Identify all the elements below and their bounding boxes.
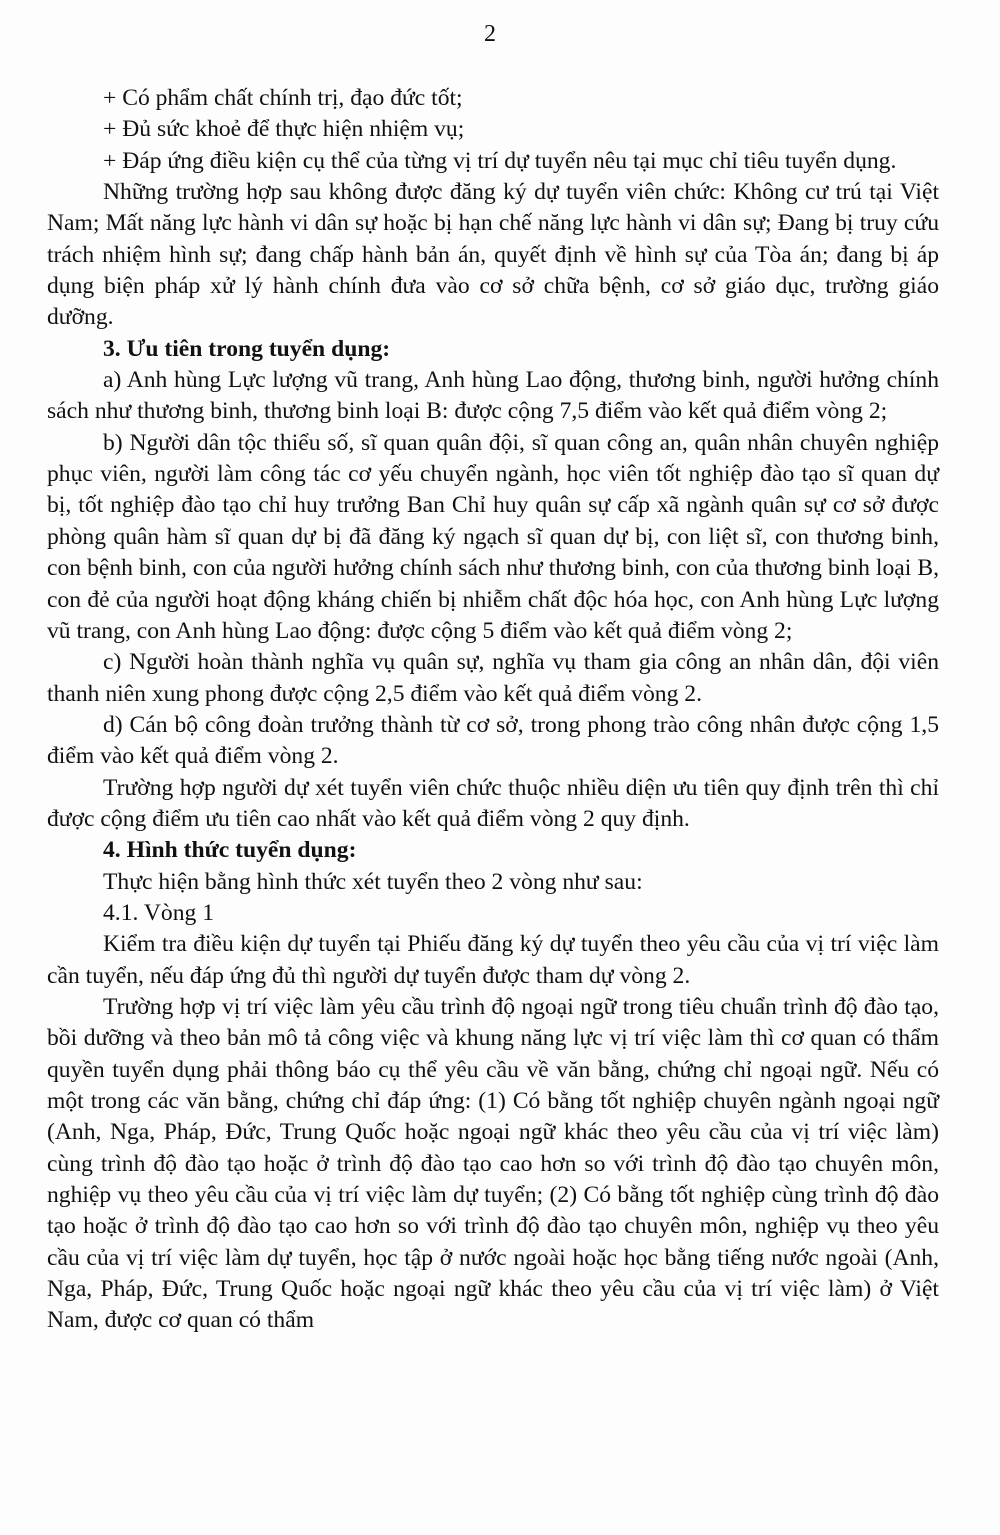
paragraph-qualification-health: + Đủ sức khoẻ để thực hiện nhiệm vụ; [103,116,465,143]
paragraph-priority-d: d) Cán bộ công đoàn trưởng thành từ cơ sở, trong phong trào công nhân được cộng 1,5 điểm vào kết quả điểm vòng 2. [47,711,939,770]
paragraph-ineligible-cases: Những trường hợp sau không được đăng ký dự tuyển viên chức: Không cư trú tại Việt Nam; Mất năng lực hành vi dân sự hoặc bị hạn chế năng lực hành vi dân sự; Đang bị truy cứu trách nhiệm hình sự; đang chấp hành bản án, quyết định về hình sự của Tòa án; đang bị áp dụng biện pháp xử lý hành chính đưa vào cơ sở chữa bệnh, cơ sở giáo dục, trường giáo dưỡng. [47,179,939,331]
heading-recruitment-form: 4. Hình thức tuyển dụng: [103,837,357,864]
paragraph-priority-b: b) Người dân tộc thiểu số, sĩ quan quân đội, sĩ quan công an, quân nhân chuyên nghiệp phục viên, người làm công tác cơ yếu chuyển ngành, học viên tốt nghiệp đào tạo sĩ quan dự bị, tốt nghiệp đào tạo chỉ huy trưởng Ban Chỉ huy quân sự cấp xã ngành quân sự cơ sở được phòng quân hàm sĩ quan dự bị đã đăng ký ngạch sĩ quan dự bị, con liệt sĩ, con thương binh, con bệnh binh, con của người hưởng chính sách như thương binh, con của thương binh loại B, con đẻ của người hoạt động kháng chiến bị nhiễm chất độc hóa học, con Anh hùng Lực lượng vũ trang, con Anh hùng Lao động: được cộng 5 điểm vào kết quả điểm vòng 2; [47,429,939,644]
paragraph-round-1-title: 4.1. Vòng 1 [103,899,214,926]
page-number: 2 [484,21,496,47]
paragraph-multiple-priority: Trường hợp người dự xét tuyển viên chức thuộc nhiều diện ưu tiên quy định trên thì chỉ được cộng điểm ưu tiên cao nhất vào kết quả điểm vòng 2 quy định. [47,774,939,832]
paragraph-foreign-language: Trường hợp vị trí việc làm yêu cầu trình độ ngoại ngữ trong tiêu chuẩn trình độ đào tạo, bồi dưỡng và theo bản mô tả công việc và khung năng lực vị trí việc làm thì cơ quan có thẩm quyền tuyển dụng phải thông báo cụ thể yêu cầu về văn bằng, chứng chỉ ngoại ngữ. Nếu có một trong các văn bằng, chứng chỉ đáp ứng: (1) Có bằng tốt nghiệp chuyên ngành ngoại ngữ (Anh, Nga, Pháp, Đức, Trung Quốc hoặc ngoại ngữ khác theo yêu cầu của vị trí việc làm) cùng trình độ đào tạo hoặc ở trình độ đào tạo cao hơn so với trình độ đào tạo chuyên môn, nghiệp vụ theo yêu cầu của vị trí việc làm dự tuyển; (2) Có bằng tốt nghiệp cùng trình độ đào tạo hoặc ở trình độ đào tạo cao hơn so với trình độ đào tạo chuyên môn, nghiệp vụ theo yêu cầu của vị trí việc làm dự tuyển, học tập ở nước ngoài hoặc học bằng tiếng nước ngoài (Anh, Nga, Pháp, Đức, Trung Quốc hoặc ngoại ngữ khác theo yêu cầu của vị trí việc làm) ở Việt Nam, được cơ quan có thẩm [47,993,939,1334]
body-text [47,83,939,1337]
paragraph-round-1-check: Kiểm tra điều kiện dự tuyển tại Phiếu đăng ký dự tuyển theo yêu cầu của vị trí việc làm cần tuyển, nếu đáp ứng đủ thì người dự tuyển được tham dự vòng 2. [47,931,939,989]
paragraph-qualification-position: + Đáp ứng điều kiện cụ thể của từng vị trí dự tuyển nêu tại mục chỉ tiêu tuyển dụng. [103,147,897,174]
paragraph-qualification-politics: + Có phẩm chất chính trị, đạo đức tốt; [103,85,463,111]
paragraph-two-rounds: Thực hiện bằng hình thức xét tuyển theo 2 vòng như sau: [103,868,643,895]
paragraph-priority-a: a) Anh hùng Lực lượng vũ trang, Anh hùng Lao động, thương binh, người hưởng chính sách như thương binh, thương binh loại B: được cộng 7,5 điểm vào kết quả điểm vòng 2; [47,367,939,425]
paragraph-priority-c: c) Người hoàn thành nghĩa vụ quân sự, nghĩa vụ tham gia công an nhân dân, đội viên thanh niên xung phong được cộng 2,5 điểm vào kết quả điểm vòng 2. [47,649,939,707]
heading-recruitment-priority: 3. Ưu tiên trong tuyển dụng: [103,335,391,362]
